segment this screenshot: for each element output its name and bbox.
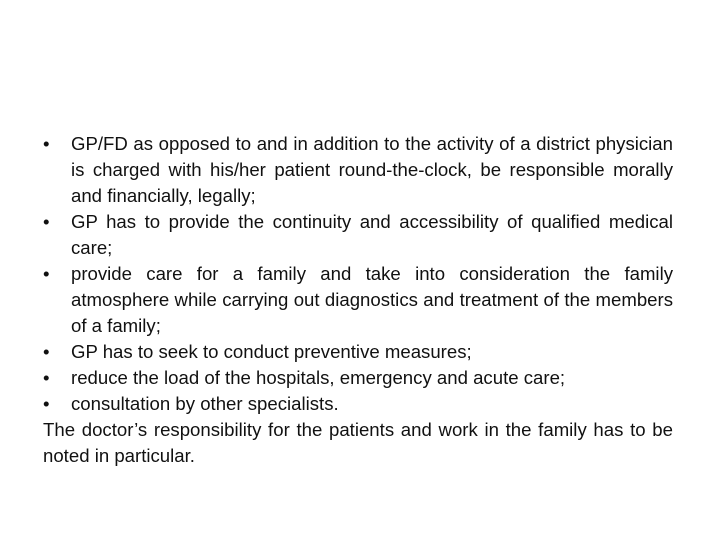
bullet-icon: •	[43, 341, 50, 362]
bullet-item-preventive	[43, 339, 673, 365]
bullet-text: GP has to provide the continuity and accessibility of qualified medical care;	[71, 211, 673, 258]
bullet-item-family-care	[43, 261, 673, 339]
bullet-text: GP has to seek to conduct preventive measures;	[71, 341, 472, 362]
bullet-text: reduce the load of the hospitals, emergency and acute care;	[71, 367, 566, 388]
bullet-icon: •	[43, 263, 50, 284]
bullet-item-gp-fd-role	[43, 131, 673, 209]
bullet-icon: •	[43, 367, 50, 388]
closing-paragraph: The doctor’s responsibility for the patients and work in the family has to be noted in particular.	[43, 419, 673, 466]
bullet-text: consultation by other specialists.	[71, 393, 339, 414]
bullet-list	[43, 131, 673, 417]
bullet-icon: •	[43, 211, 50, 232]
bullet-text: provide care for a family and take into consideration the family atmosphere while carrying out diagnostics and treatment of the members of a family;	[71, 263, 673, 336]
bullet-icon: •	[43, 133, 50, 154]
bullet-item-continuity	[43, 209, 673, 261]
slide-body	[43, 131, 673, 469]
bullet-item-hospital-load	[43, 365, 673, 391]
bullet-icon: •	[43, 393, 50, 414]
bullet-item-consultation	[43, 391, 673, 417]
bullet-text: GP/FD as opposed to and in addition to the activity of a district physician is charged with his/her patient round-the-clock, be responsible morally and financially, legally;	[71, 133, 673, 206]
